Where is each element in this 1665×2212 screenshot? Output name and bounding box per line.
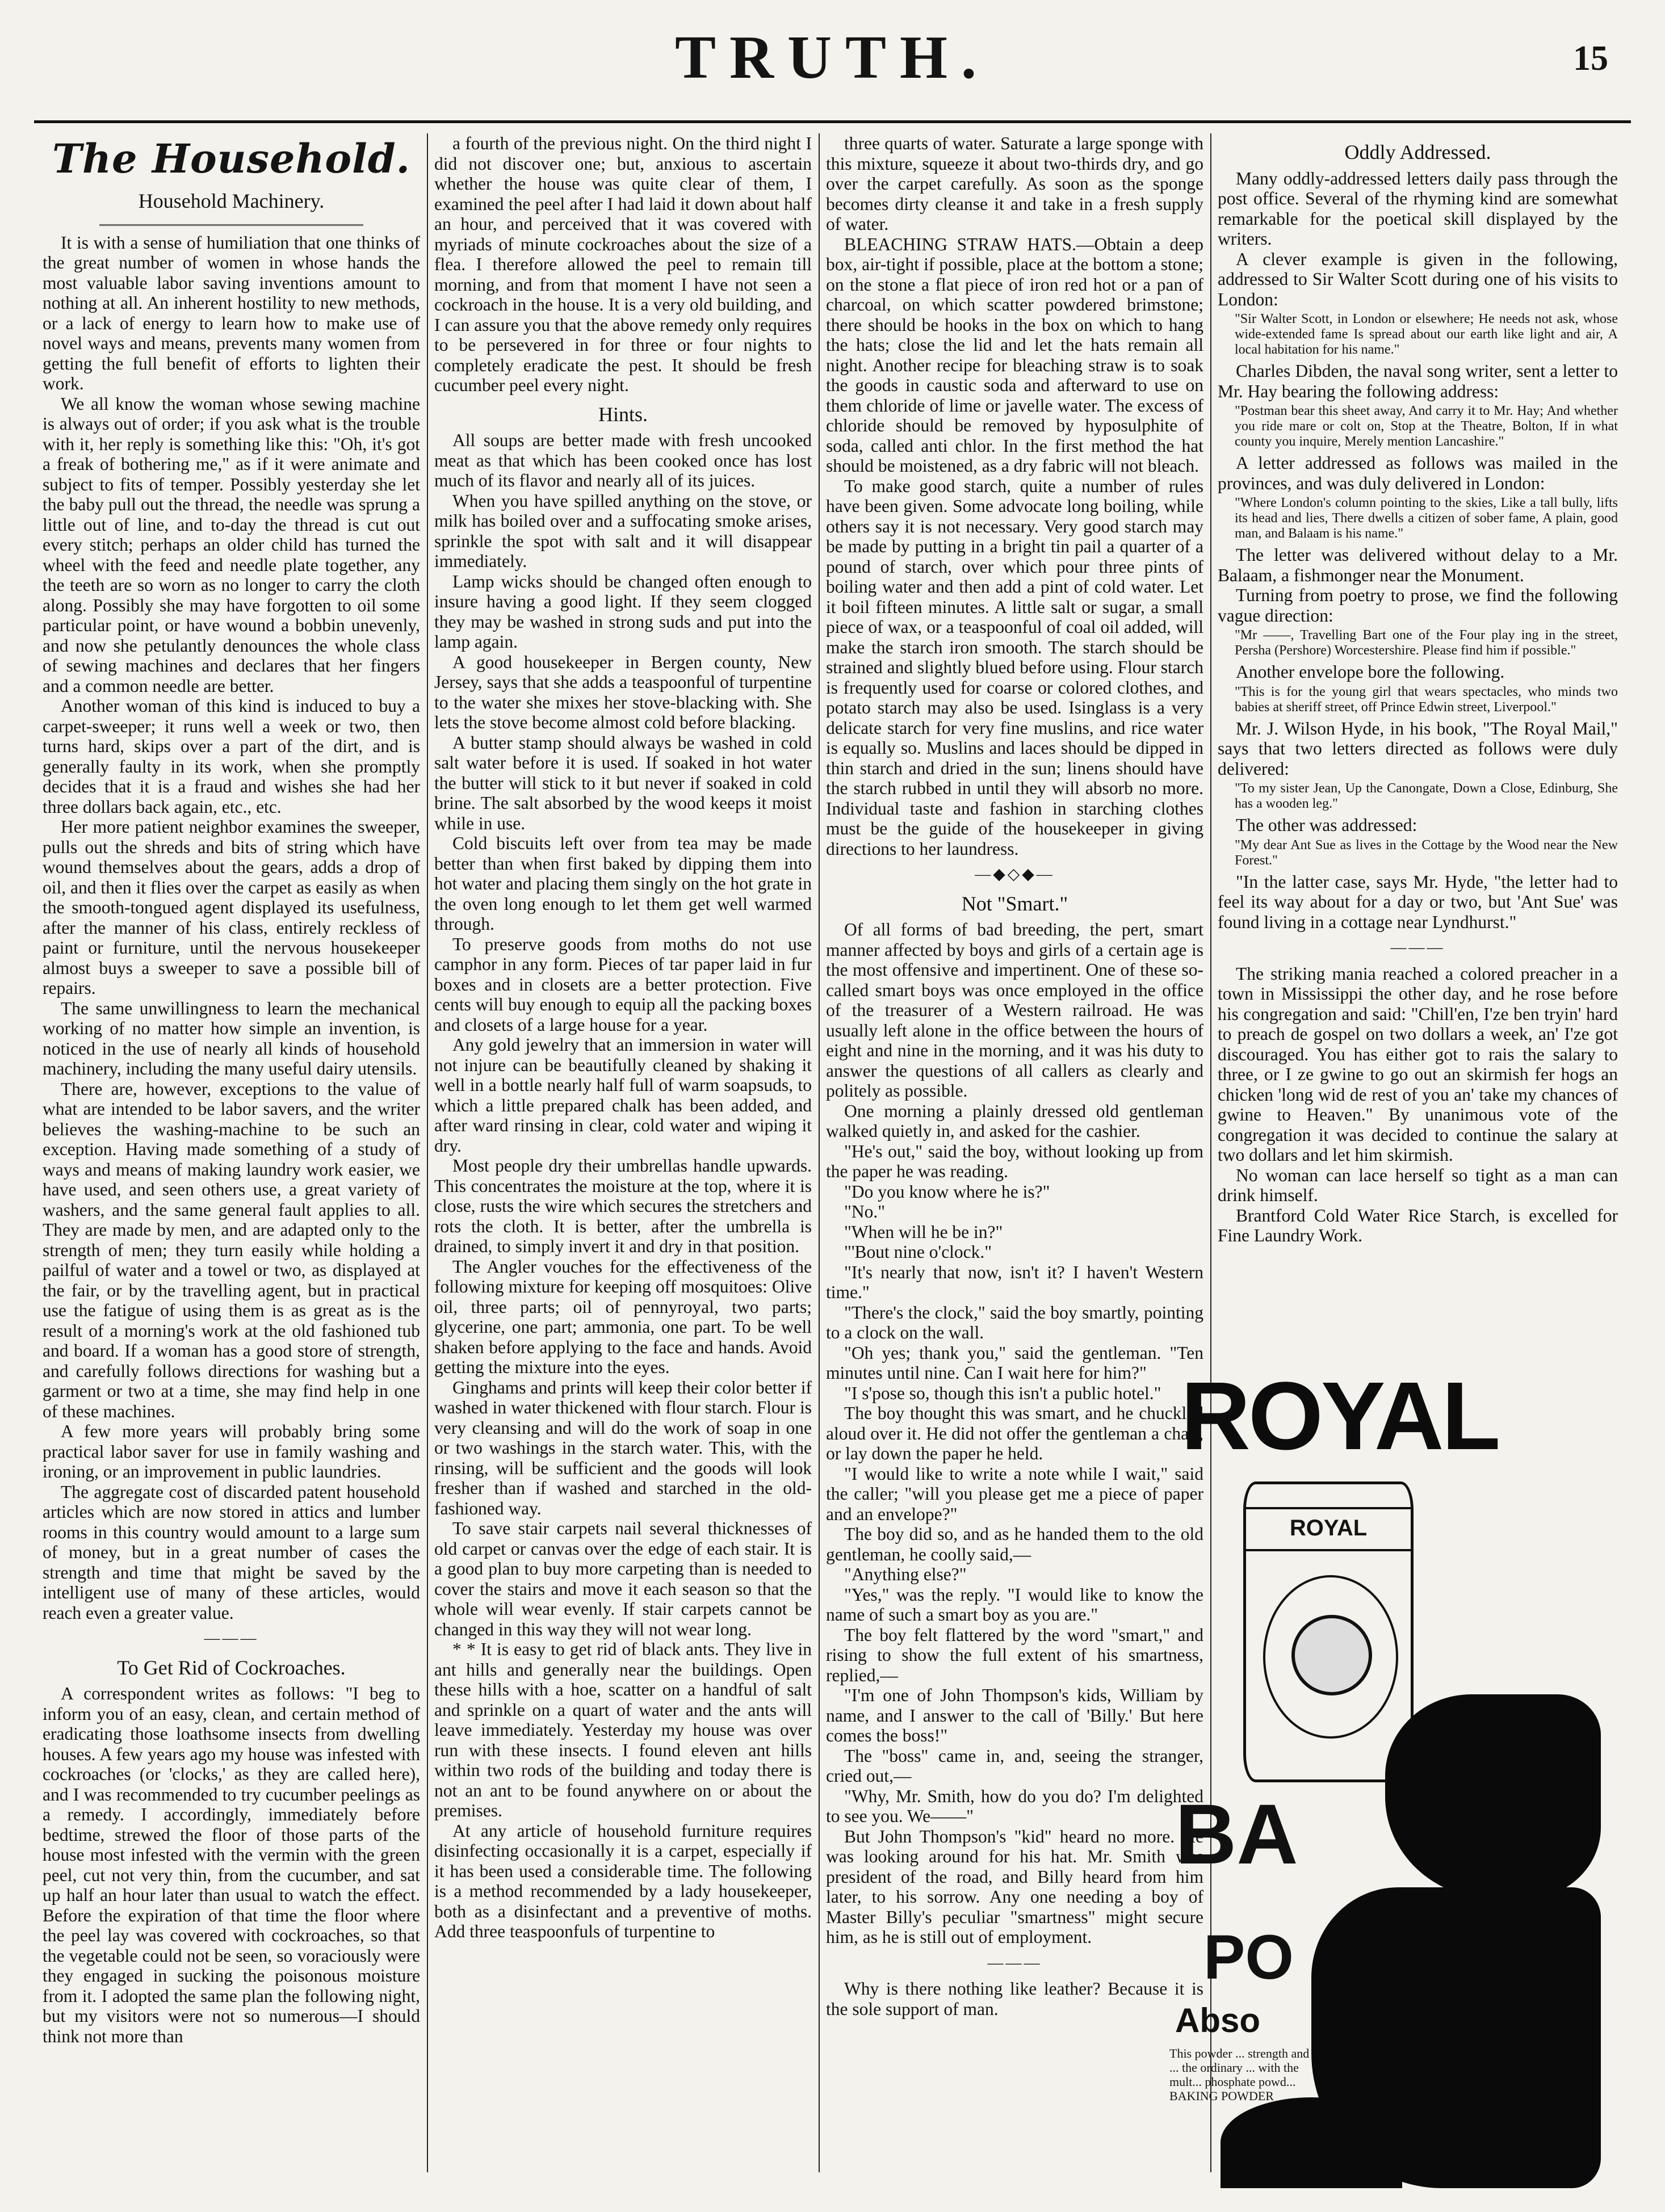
ad-brand-logo: ROYAL [1181,1362,1499,1470]
paragraph: The letter was delivered without delay to a Mr. Balaam, a fishmonger near the Monument. [1218,545,1618,585]
paragraph: To preserve goods from moths do not use camphor in any form. Pieces of tar paper laid in fur boxes and in closets are a better protection. Five cents will buy enough to equip all the packing boxes and closets of a large house for a year. [434,934,812,1035]
paragraph: A good housekeeper in Bergen county, New Jersey, says that she adds a teaspoonful of turpentine to the water she mixes her stove-blacking with. She lets the stove become almost cold before blacking. [434,652,812,732]
paragraph: The boy felt flattered by the word "smart," and rising to show the full extent of his smartness, replied,— [826,1625,1203,1685]
paragraph: But John Thompson's "kid" heard no more. He was looking around for his hat. Mr. Smith was president of the road, and Billy heard from him later, to his sorrow. Any one needing a boy of Master Billy's peculiar "smartness" might secure him, as he is still out of employment. [826,1826,1203,1947]
paragraph: The Angler vouches for the effectiveness of the following mixture for keeping off mosquitoes: Olive oil, three parts; oil of pennyroyal, two parts; glycerine, one part; ammonia, one part. To be well shaken before applying to the face and hands. Avoid getting the mixture into the eyes. [434,1256,812,1377]
masthead-rule [34,120,1631,123]
paragraph: "Do you know where he is?" [844,1181,1050,1202]
paragraph: It is with a sense of humiliation that one thinks of the great number of women in whose hands the most valuable labor saving inventions amount to nothing at all. An inherent hostility to new methods, or a lack of energy to learn how to make use of novel ways and means, prevents many women from getting the full benefit of efforts to lighten their work. [43,232,420,393]
verse: "To my sister Jean, Up the Canongate, Down a Close, Edinburg, She has a wooden leg." [1235,781,1618,811]
paragraph: Brantford Cold Water Rice Starch, is excelled for Fine Laundry Work. [1218,1205,1618,1245]
paragraph: "Oh yes; thank you," said the gentleman. "Ten minutes until nine. Can I wait here for him?" [826,1342,1203,1383]
paragraph: "No." [844,1202,886,1222]
paragraph: Mr. J. Wilson Hyde, in his book, "The Royal Mail," says that two letters directed as follows were duly delivered: [1218,718,1618,779]
paragraph: "I would like to write a note while I wait," said the caller; "will you please get me a piece of paper and an envelope?" [826,1463,1203,1524]
baking-powder-can-illustration [1243,1481,1414,1782]
paragraph: "I'm one of John Thompson's kids, William by name, and I answer to the call of 'Billy.' But here comes the boss!" [826,1685,1203,1745]
article-heading: To Get Rid of Cockroaches. [117,1656,346,1679]
paragraph: "Anything else?" [844,1564,967,1584]
verse: "Sir Walter Scott, in London or elsewhere; He needs not ask, whose wide-extended fame Is spread about our earth like light and air, A local habitation for his name." [1235,312,1618,357]
section-title: The Household. [52,135,411,182]
article-heading: Household Machinery. [138,190,325,212]
paragraph: The same unwillingness to learn the mechanical working of no matter how simple an invention, is noticed in the use of nearly all kinds of household machinery, including the many useful dairy utensils. [43,998,420,1078]
paragraph: A few more years will probably bring some practical labor saver for use in family washing and ironing, or an improvement in public laundries. [43,1421,420,1481]
ink-damage-blot [1221,2097,1402,2188]
paragraph: Her more patient neighbor examines the sweeper, pulls out the shreds and bits of string which have wound themselves about the gears, adds a drop of oil, and then it flies over the carpet as easily as when the smooth-tongued agent displayed its usefulness, after the manner of his class, entirely reckless of paint or furniture, until the nervous housekeeper almost buys a sweeper to save a possible bill of repairs. [43,817,420,998]
article-heading: Hints. [598,402,648,426]
paragraph: A clever example is given in the following, addressed to Sir Walter Scott during one of his visits to London: [1218,249,1618,309]
paragraph: The boy thought this was smart, and he chuckled aloud over it. He did not offer the gentleman a chair, or lay down the paper he held. [826,1403,1203,1463]
heading-ornament [99,217,364,226]
ad-word-fragment: BA [1175,1786,1298,1882]
divider-ornament: ——— [204,1630,259,1647]
column-1 [43,133,420,2178]
paragraph: One morning a plainly dressed old gentleman walked quietly in, and asked for the cashier. [826,1101,1203,1141]
paragraph: "It's nearly that now, isn't it? I haven't Western time." [826,1262,1203,1302]
paragraph: "Why, Mr. Smith, how do you do? I'm delighted to see you. We——" [826,1786,1203,1826]
paragraph: The "boss" came in, and, seeing the stranger, cried out,— [826,1745,1203,1786]
paragraph: Why is there nothing like leather? Because it is the sole support of man. [826,1979,1203,2019]
paragraph: Turning from poetry to prose, we find the following vague direction: [1218,585,1618,626]
verse: "Where London's column pointing to the skies, Like a tall bully, lifts its head and lies, There dwells a citizen of sober fame, A plain, good man, and Balaam is his name." [1235,496,1618,541]
column-divider [427,133,428,2172]
paragraph: All soups are better made with fresh uncooked meat as that which has been cooked once has lost much of its flavor and nearly all of its juices. [434,430,812,490]
divider-ornament: ——— [987,1954,1042,1972]
paragraph: To make good starch, quite a number of rules have been given. Some advocate long boiling, while others say it is not necessary. Very good starch may be made by putting in a bright tin pail a quarter of a pound of starch, over which pour three pints of boiling water and then add a pint of cold water. Let it boil fifteen minutes. A little salt or sugar, a small piece of wax, or a teaspoonful of coal oil added, will make the starch iron smooth. The starch should be strained and slightly blued before using. Flour starch is frequently used for coarse or colored clothes, and potato starch may also be used. Isinglass is a very delicate starch for very fine muslins, and rice water is equally so. Muslins and laces should be dipped in thin starch and dried in the sun; linens should have the starch rubbed in until they will absorb no more. Individual taste and fashion in starching clothes must be the guide of the housekeeper in giving directions to her laundress. [826,476,1203,859]
paragraph: A correspondent writes as follows: "I beg to inform you of an easy, clean, and certain method of eradicating those loathsome insects from dwelling houses. A few years ago my house was infested with cockroaches (or 'clocks,' as they are called here), and I was recommended to try cucumber peelings as a remedy. I accordingly, immediately before bedtime, strewed the floor of those parts of the house most infested with the vermin with the green peel, cut not very thin, from the cucumber, and sat up half an hour later than usual to watch the effect. Before the expiration of that time the floor where the peel lay was covered with cockroaches, so that the vegetable could not be seen, so voraciously were they engaged in sucking the poisonous moisture from it. I adopted the same plan the following night, but my visitors were not so numerous—I should think not more than [43,1684,420,2046]
paragraph: No woman can lace herself so tight as a man can drink himself. [1218,1165,1618,1205]
page-number: 15 [1573,39,1608,78]
column-2 [434,133,812,2178]
paragraph: "There's the clock," said the boy smartly, pointing to a clock on the wall. [826,1302,1203,1342]
paragraph: "'Bout nine o'clock." [844,1242,992,1262]
paragraph: "He's out," said the boy, without looking up from the paper he was reading. [826,1141,1203,1181]
paragraph: Another woman of this kind is induced to buy a carpet-sweeper; it runs well a week or two, then turns hard, skips over a part of the dirt, and is generally faulty in its work, when she promptly decides that it is a fraud and wishes she had her three dollars back again, etc., etc. [43,696,420,817]
paragraph: To save stair carpets nail several thicknesses of old carpet or canvas over the edge of each stair. It is a good plan to buy more carpeting than is needed to cover the stairs and move it each season so that the whole will wear evenly. If stair carpets cannot be changed in this way they will not wear long. [434,1518,812,1639]
article-heading: Not "Smart." [961,892,1068,915]
paragraph: a fourth of the previous night. On the third night I did not discover one; but, anxious to ascertain whether the house was quite clear of them, I examined the peel after I had laid it down about half an hour, and perceived that it was covered with myriads of minute cockroaches about the size of a flea. I therefore allowed the peel to remain till morning, and from that moment I have not seen a cockroach in the house. It is a very old building, and I can assure you that the above remedy only requires to be persevered in for three or four nights to completely eradicate the pest. It should be fresh cucumber peel every night. [434,133,812,395]
article-heading: Oddly Addressed. [1344,141,1491,163]
verse: "My dear Ant Sue as lives in the Cottage by the Wood near the New Forest." [1235,837,1618,868]
paragraph: * * It is easy to get rid of black ants. They live in ant hills and generally near the buildings. Open these hills with a hoe, scatter on a handful of salt and sprinkle on a quart of water and the ants will leave immediately. Yesterday my house was over run with these insects. I found eleven ant hills within two rods of the building and today there is not an ant to be found anywhere on or about the premises. [434,1639,812,1820]
newspaper-title: TRUTH. [674,24,991,91]
masthead [34,11,1631,119]
paragraph: The striking mania reached a colored preacher in a town in Mississippi the other day, and he rose before his congregation and said: "Chill'en, I'ze ben tryin' hard to preach de gospel on two dollars a week, an' I'ze got discouraged. You has either got to rais the salary to three, or I ze gwine to go out an skirmish fer hogs an chicken 'long wid de rest of you an' take my chances of gwine to Heaven." By unanimous vote of the congregation it was decided to continue the salary at two dollars and let him skirmish. [1218,963,1618,1165]
paragraph: At any article of household furniture requires disinfecting occasionally it is a carpet, especially if it has been used a considerable time. The following is a method recommended by a lady housekeeper, both as a disinfectant and a preventive of moths. Add three teaspoonfuls of turpentine to [434,1820,812,1941]
paragraph: A butter stamp should always be washed in cold salt water before it is used. If soaked in hot water the butter will stick to it but never if soaked in cold brine. The salt absorbed by the wood keeps it moist while in use. [434,732,812,833]
column-4 [1218,133,1618,1349]
paragraph: A letter addressed as follows was mailed in the provinces, and was duly delivered in London: [1218,453,1618,493]
can-label: ROYAL [1289,1516,1368,1541]
divider-ornament: —◆◇◆— [975,866,1055,883]
paragraph: three quarts of water. Saturate a large sponge with this mixture, squeeze it about two-thirds dry, and go over the carpet carefully. As soon as the sponge becomes dirty cleanse it and take in a fresh supply of water. [826,133,1203,234]
paragraph: Cold biscuits left over from tea may be made better than when first baked by dipping them into hot water and placing them singly on the hot grate in the oven long enough to let them get well warmed through. [434,833,812,934]
paragraph: Lamp wicks should be changed often enough to insure having a good light. If they seem clogged they may be washed in strong suds and put into the lamp again. [434,571,812,652]
paragraph: Many oddly-addressed letters daily pass through the post office. Several of the rhyming kind are somewhat remarkable for the poetical skill displayed by the writers. [1218,168,1618,249]
paragraph: The boy did so, and as he handed them to the old gentleman, he coolly said,— [826,1524,1203,1564]
ad-fine-print: This powder ... strength and ... the ordinary ... with the mult... phosphate powd... BAKING POWDER [1169,2046,1310,2103]
paragraph: BLEACHING STRAW HATS.—Obtain a deep box, air-tight if possible, place at the bottom a stone; on the stone a flat piece of iron red hot or a pan of charcoal, on which scatter powdered brimstone; there should be hooks in the box on which to hang the hats; close the lid and let the hats remain all night. Another recipe for bleaching straw is to soak the goods in caustic soda and afterward to use on them chloride of lime or javelle water. The excess of chloride should be removed by hyposulphite of soda, called anti chlor. In the first method the hat should be moistened, as a dry fabric will not bleach. [826,234,1203,476]
baking-powder-advertisement [1169,1359,1601,2188]
column-3 [826,133,1203,2178]
paragraph: Any gold jewelry that an immersion in water will not injure can be beautifully cleaned by shaking it well in a bottle nearly half full of warm soapsuds, to which a little prepared chalk has been added, and after ward rinsing in clear, cold water and wiping it dry. [434,1035,812,1156]
column-divider [819,133,820,2172]
paragraph: Charles Dibden, the naval song writer, sent a letter to Mr. Hay bearing the following address: [1218,361,1618,401]
paragraph: The aggregate cost of discarded patent household articles which are now stored in attics and lumber rooms in this country would amount to a large sum of money, but in a great number of cases the strength and time that might be saved by the intelligent use of many of these articles, would reach even a greater value. [43,1481,420,1623]
paragraph: "When will he be in?" [844,1222,1003,1242]
paragraph: "In the latter case, says Mr. Hyde, "the letter had to feel its way about for a day or two, but 'Ant Sue' was found living in a cottage near Lyndhurst." [1218,871,1618,932]
ink-damage-blot [1385,1694,1601,1899]
verse: "Postman bear this sheet away, And carry it to Mr. Hay; And whether you ride mare or colt on, Stop at the Theatre, Bolton, If in what county you inquire, Merely mention Lancashire." [1235,404,1618,449]
paragraph: The other was addressed: [1236,815,1417,835]
paragraph: We all know the woman whose sewing machine is always out of order; if you ask what is the trouble with it, her reply is something like this: "Oh, it's got a freak of bothering me," as if it were animate and subject to fits of temper. Possibly yesterday she let the baby pull out the thread, the needle was sprung a little out of line, and to-day the thread is cut out every stitch; perhaps an older child has turned the wheel with the feed and needle plate together, any the teeth are so worn as no longer to carry the cloth along. Possibly she may have forgotten to oil some particular point, or have wound a bobbin unevenly, and now she petulantly denounces the whole class of sewing machines and declares that her fingers and a common needle are better. [43,393,420,696]
paragraph: Ginghams and prints will keep their color better if washed in water thickened with flour starch. Flour is very cleansing and will do the work of soap in one or two washings in the starch water. This, with the rinsing, will be sufficient and the goods will look fresher than if washed and starched in the old-fashioned way. [434,1377,812,1518]
paragraph: "I s'pose so, though this isn't a public hotel." [844,1383,1161,1403]
paragraph: When you have spilled anything on the stove, or milk has boiled over and a suffocating smoke arises, sprinkle the spot with salt and it will disappear immediately. [434,490,812,571]
paragraph: "Yes," was the reply. "I would like to know the name of such a smart boy as you are." [826,1584,1203,1625]
can-portrait-medallion [1291,1615,1372,1695]
ad-word-fragment: Abso [1175,2001,1260,2039]
verse: "This is for the young girl that wears spectacles, who minds two babies at sheriff street, off Prince Edwin street, Liverpool." [1235,684,1618,715]
paragraph: Another envelope bore the following. [1236,662,1505,682]
paragraph: Most people dry their umbrellas handle upwards. This concentrates the moisture at the top, where it is close, rusts the wire which secures the stretchers and rots the cloth. It is better, after the umbrella is drained, to simply invert it and dry in that position. [434,1156,812,1256]
ad-word-fragment: PO [1203,1923,1294,1992]
paragraph: Of all forms of bad breeding, the pert, smart manner affected by boys and girls of a certain age is the most offensive and impertinent. One of these so-called smart boys was once employed in the office of the treasurer of a Western railroad. He was usually left alone in the office between the hours of eight and nine in the morning, and it was his duty to answer the questions of all callers as clearly and politely as possible. [826,920,1203,1101]
verse: "Mr ——, Travelling Bart one of the Four play ing in the street, Persha (Pershore) Worcestershire. Please find him if possible." [1235,628,1618,658]
paragraph: There are, however, exceptions to the value of what are intended to be labor savers, and the writer believes the washing-machine to be such an exception. Having made something of a study of ways and means of making laundry work easier, we have used, and seen others use, a great variety of washers, and the same general fault applies to all. They are made by men, and are adapted only to the strength of men; they turn easily while holding a pailful of water and a towel or two, as displayed at the fair, or by the travelling agent, but in practical use the fatigue of using them is as great as is the result of a morning's work at the old fashioned tub and board. If a woman has a good store of strength, and carefully follows directions for washing but a garment or two at a time, she may find help in one of these machines. [43,1078,420,1421]
divider-ornament: ——— [1390,939,1445,956]
